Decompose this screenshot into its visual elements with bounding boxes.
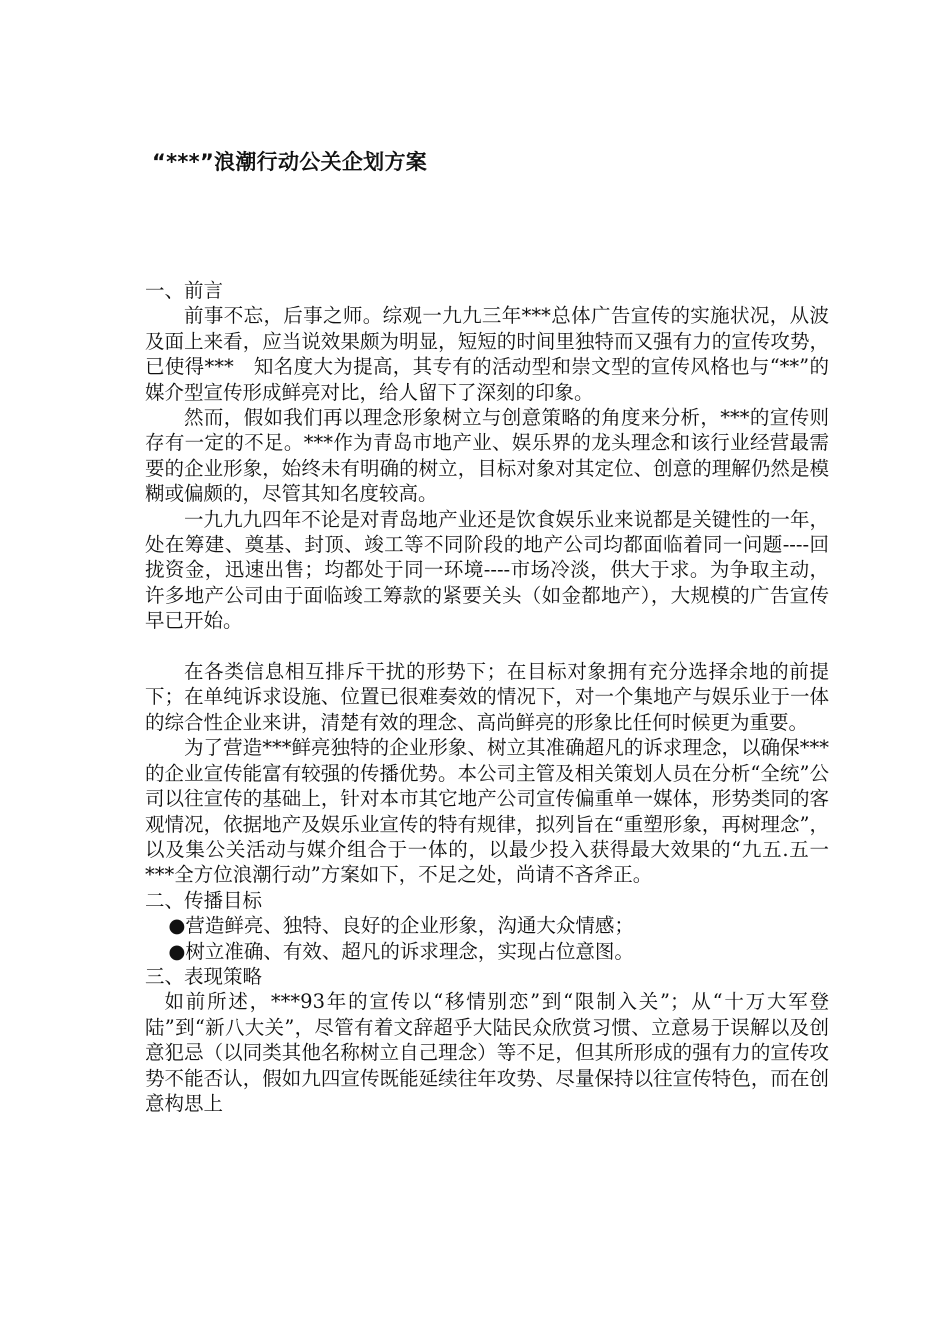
document-body — [145, 278, 829, 1116]
blank-line — [145, 634, 829, 659]
paragraph: 在各类信息相互排斥干扰的形势下；在目标对象拥有充分选择余地的前提下；在单纯诉求设施、位置已很难奏效的情况下，对一个集地产与娱乐业于一体的综合性企业来讲，清楚有效的理念、高尚鲜亮的形象比任何时候更为重要。 — [145, 660, 829, 734]
paragraph: 然而，假如我们再以理念形象树立与创意策略的角度来分析，***的宣传则存有一定的不足。***作为青岛市地产业、娱乐界的龙头理念和该行业经营最需要的企业形象，始终未有明确的树立，目标对象对其定位、创意的理解仍然是模糊或偏颇的，尽管其知名度较高。 — [145, 406, 829, 506]
paragraph: 为了营造***鲜亮独特的企业形象、树立其准确超凡的诉求理念，以确保***的企业宣传能富有较强的传播优势。本公司主管及相关策划人员在分析“全统”公司以往宣传的基础上，针对本市其它地产公司宣传偏重单一媒体，形势类同的客观情况，依据地产及娱乐业宣传的特有规律，拟列旨在“重塑形象，再树理念”，以及集公关活动与媒介组合于一体的，以最少投入获得最大效果的“九五.五一***全方位浪潮行动”方案如下，不足之处，尚请不吝斧正。 — [145, 736, 829, 887]
section-heading-goals: 二、传播目标 — [145, 888, 263, 912]
paragraph: 如前所述，***93年的宣传以“移情别恋”到“限制入关”；从“十万大军登陆”到“新八大关”，尽管有着文辞超乎大陆民众欣赏习惯、立意易于误解以及创意犯忌（以同类其他名称树立自己理念）等不足，但其所形成的强有力的宣传攻势不能否认，假如九四宣传既能延续往年攻势、尽量保持以往宣传特色，而在创意构思上 — [145, 990, 829, 1115]
document-title: “***”浪潮行动公关企划方案 — [152, 150, 428, 174]
paragraph: 一九九九四年不论是对青岛地产业还是饮食娱乐业来说都是关键性的一年，处在筹建、奠基、封顶、竣工等不同阶段的地产公司均都面临着同一问题----回拢资金，迅速出售；均都处于同一环境----市场冷淡，供大于求。为争取主动，许多地产公司由于面临竣工筹款的紧要关头（如金都地产），大规模的广告宣传早已开始。 — [145, 507, 829, 633]
section-heading-strategy: 三、表现策略 — [145, 964, 263, 988]
section-heading-preface: 一、前言 — [145, 279, 224, 302]
bullet-item: ●树立准确、有效、超凡的诉求理念，实现占位意图。 — [168, 939, 634, 963]
bullet-item: ●营造鲜亮、独特、良好的企业形象，沟通大众情感； — [168, 914, 634, 938]
paragraph: 前事不忘，后事之师。综观一九九三年***总体广告宣传的实施状况，从波及面上来看，应当说效果颇为明显，短短的时间里独特而又强有力的宣传攻势，已使得*** 知名度大为提高，其专有的活动型和崇文型的宣传风格也与“**”的媒介型宣传形成鲜亮对比，给人留下了深刻的印象。 — [145, 304, 829, 404]
